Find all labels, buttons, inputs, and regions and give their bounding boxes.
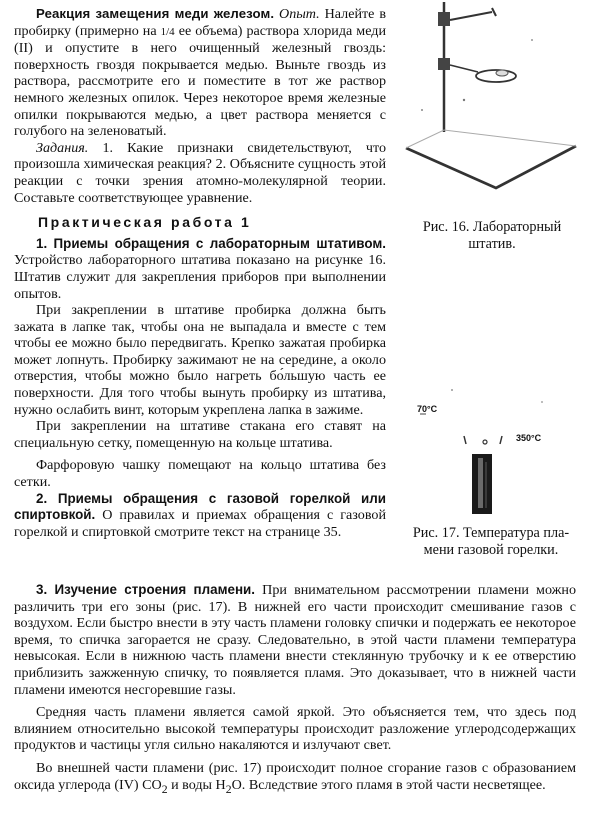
paragraph-stand-handling xyxy=(14,236,386,302)
paragraph-middle-flame: Средняя часть пламени является самой яркой. Это объясняется тем, что здесь под влиянием относительно высокой температуры происходит разложение углеродсодержащих продуктов и частицы угля сильно накаляются и излучают свет. xyxy=(14,704,576,754)
caption-line: Рис. 16. Лабораторный xyxy=(422,219,562,235)
paragraph-text: ее объема) раствора хлорида меди (II) и опустите в него очищенный железный гвоздь: поверхность гвоздя покрывается медью. Выньте гвоздь из раствора, рассмотрите его и поместите в тот же раствор немного железных опилок. Через некоторое время железные опилки покрываются медью, а цвет раствора меняется с голубого на зеленоватый. xyxy=(14,22,386,140)
lab-stand-figure xyxy=(392,0,590,212)
bottom-text-block xyxy=(14,582,576,798)
paragraph-text: Во внешней части пламени (рис. 17) происходит полное сгорание газов с образованием оксида углерода (IV) CO xyxy=(14,759,576,793)
paragraph-text: 1. Какие признаки свидетельствуют, что произошла химическая реакция? 2. Объясните сущность этой реакции с точки зрения атомно-молекулярной теории. Составьте соответствующее уравнение. xyxy=(14,139,386,206)
paragraph-outer-flame xyxy=(14,760,576,798)
temp-label-low: 70°C xyxy=(417,404,438,414)
burner-flame-figure xyxy=(392,380,590,530)
caption-line: мени газовой горелки. xyxy=(423,542,559,558)
flame-inner-mark xyxy=(483,440,487,444)
paragraph-porcelain-cup: Фарфоровую чашку помещают на кольцо штатива без сетки. xyxy=(14,457,386,491)
left-text-column xyxy=(14,6,386,540)
practical-work-heading: Практическая работа 1 xyxy=(38,214,252,231)
caption-line: Рис. 17. Температура пла- xyxy=(412,525,570,541)
figure-17-caption xyxy=(394,525,588,559)
paragraph-tasks xyxy=(14,140,386,206)
paragraph-text: O. Вследствие этого пламя в этой части несветящее. xyxy=(231,776,546,793)
paragraph-burner-handling xyxy=(14,491,386,541)
section-title-burner: 2. Приемы обращения с газовой горелкой или спиртовкой. xyxy=(14,490,386,523)
figure-16-caption xyxy=(398,219,586,253)
paragraph-text: и воды H xyxy=(167,776,226,793)
paragraph-flame-structure xyxy=(14,582,576,698)
section-title-stand: 1. Приемы обращения с лабораторным штативом. xyxy=(36,235,386,251)
section-title-flame: 3. Изучение строения пламени. xyxy=(36,582,255,597)
caption-line: штатив. xyxy=(468,236,516,252)
paragraph-copper-iron xyxy=(14,6,386,140)
paragraph-text: О правилах и приемах обращения с газовой горелкой и спиртовкой смотрите текст на странице 35. xyxy=(14,507,386,540)
paragraph-text: Устройство лабораторного штатива показано на рисунке 16. Штатив служит для закрепления приборов при выполнении опытов. xyxy=(14,252,386,302)
stand-base xyxy=(406,146,576,188)
subscript: 2 xyxy=(225,782,232,796)
paragraph-text: При внимательном рассмотрении пламени можно различить три его зоны (рис. 17). В нижней его части происходит смешивание газов с воздухом. Если быстро внести в эту часть пламени головку спички и подержать ее некоторое время, то спичка загорается не сразу. Следовательно, в этой части пламени температура невысокая. Если в нижнюю часть пламени внести стеклянную трубочку и к ее отверстию приблизить зажженную спичку, то появляется пламя. Это доказывает, что в нижней части пламени имеются несгоревшие газы. xyxy=(14,582,577,698)
tasks-label: Задания. xyxy=(36,139,89,156)
ring-boss xyxy=(438,58,450,70)
paragraph-beaker-mesh: При закреплении на штативе стакана его ставят на специальную сетку, помещенную на кольце штатива. xyxy=(14,418,386,451)
fraction-one-quarter: 1/4 xyxy=(160,25,175,38)
paragraph-test-tube-clamp: При закреплении в штативе пробирка должна быть зажата в лапке так, чтобы она не выпадала и вместе с тем чтобы ее можно было передвигать. Крепко зажатая пробирка может лопнуть. Пробирку зажимают не на середине, а около отверстия, чтобы можно было нагреть бо́льшую часть ее поверхности. Для того чтобы вынуть пробирку из штатива, нужно ослабить винт, которым укреплена лапка в зажиме. xyxy=(14,302,386,418)
section-title-copper-iron: Реакция замещения меди железом. xyxy=(36,6,275,21)
temp-label-high: 350°C xyxy=(516,433,542,443)
experiment-label: Опыт. xyxy=(279,6,320,22)
subscript: 2 xyxy=(161,782,168,796)
clamp-boss xyxy=(438,12,450,26)
paragraph-text: Налейте в пробирку (примерно на xyxy=(14,6,386,39)
